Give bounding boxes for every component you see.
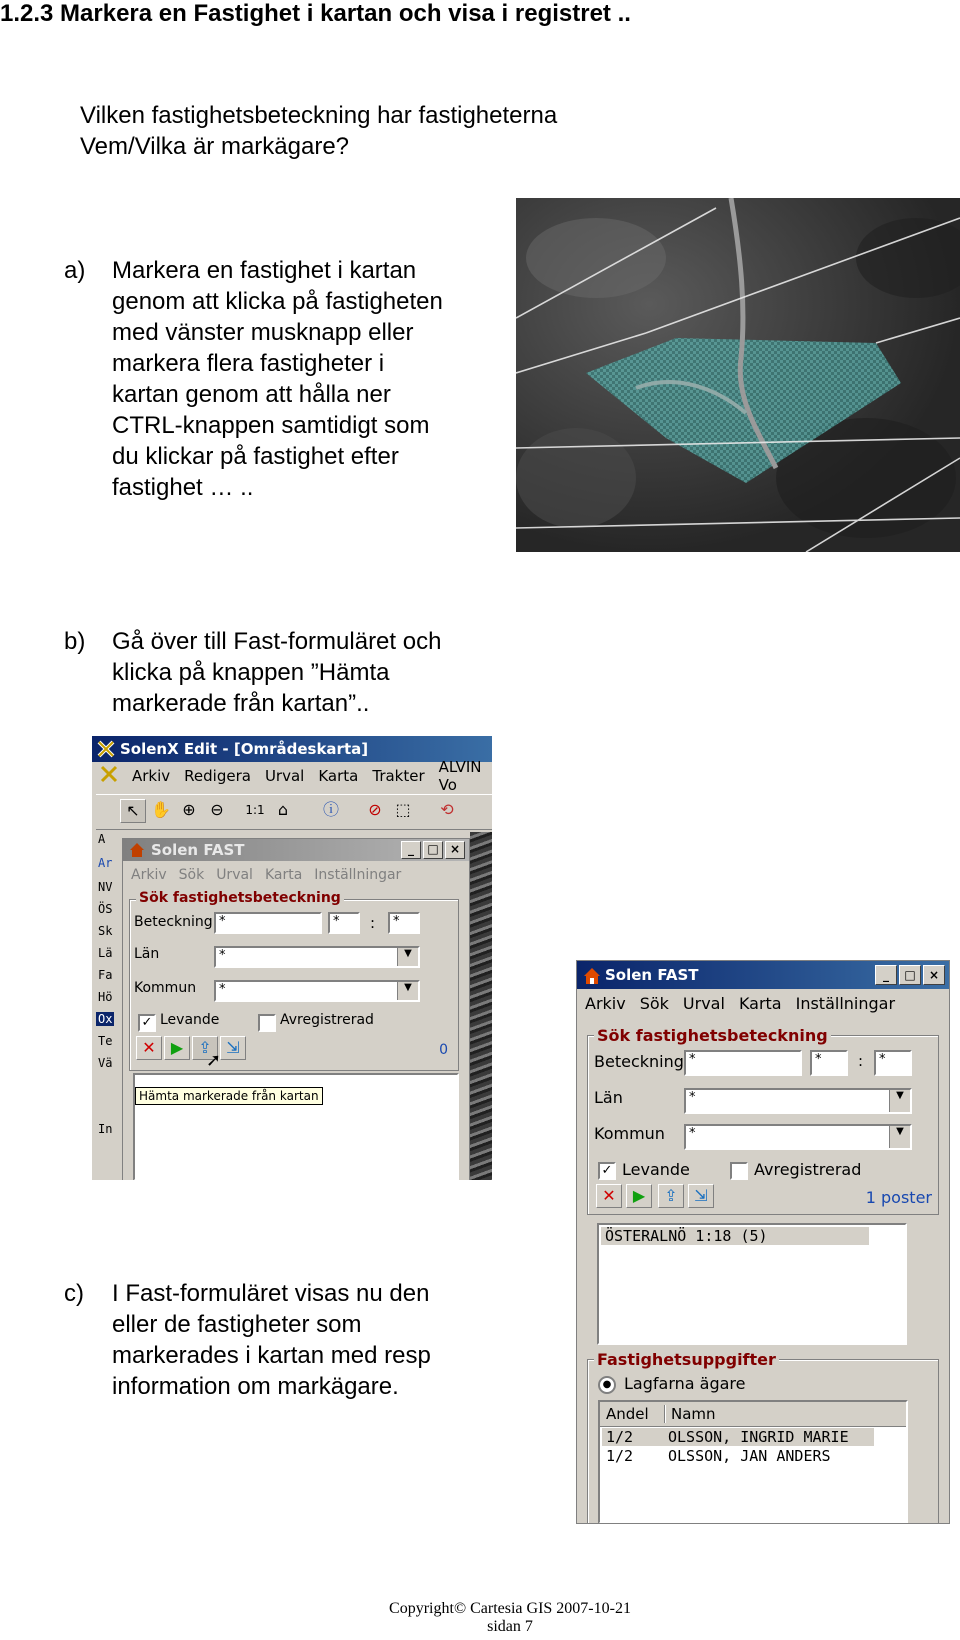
side-item[interactable]: In [98,1122,113,1136]
select-rect-icon[interactable]: ⬚ [395,800,411,819]
menu-karta[interactable]: Karta [318,767,359,785]
search-group-title: Sök fastighetsbeteckning [594,1026,831,1045]
minimize-button[interactable]: _ [875,965,897,985]
mouse-cursor-icon: ➚ [206,1050,222,1071]
step-label: a) [64,257,86,284]
step-text-line: markerades i kartan med resp [112,1342,431,1369]
side-item-selected[interactable]: Ox [98,1012,113,1026]
show-in-map-icon[interactable]: ⇲ [688,1184,714,1208]
solen-fast-window [576,960,950,1524]
step-text-line: eller de fastigheter som [112,1311,362,1338]
solenx-title-bar [92,736,492,762]
step-text-line: med vänster musknapp eller [112,319,414,346]
cell-andel: 1/2 [606,1447,634,1465]
side-item[interactable]: Fa [98,968,113,982]
result-count: 0 [439,1042,448,1058]
select-arrow-icon[interactable]: ↖ [120,799,146,823]
copyright: Copyright© Cartesia GIS 2007-10-21 [389,1600,631,1617]
owners-radio[interactable]: ● [598,1376,616,1394]
table-row[interactable] [602,1428,874,1446]
step-text-line: Markera en fastighet i kartan [112,257,417,284]
levande-label: Levande [622,1160,690,1179]
solenx-logo-icon [97,740,115,758]
page-number: sidan 7 [487,1618,533,1635]
solen-fast-titlebar [577,961,949,989]
levande-checkbox[interactable]: ✓ [598,1162,616,1180]
side-item[interactable]: NV [98,880,113,894]
side-item[interactable]: Ar [98,856,113,870]
solen-fast-small-title: Solen FAST [151,841,245,859]
solenx-edit-window [92,736,492,1180]
menu-sok[interactable]: Sök [639,993,669,1013]
beteckning-block-field[interactable]: * [810,1050,848,1076]
minimize-button[interactable]: _ [401,841,421,859]
step-b [64,626,504,726]
menu-alvin[interactable]: ALVIN Vo [438,758,482,794]
avregistrerad-label: Avregistrerad [280,1012,374,1028]
kommun-combo[interactable] [214,980,420,1002]
menu-arkiv[interactable]: Arkiv [585,993,626,1013]
table-row[interactable] [602,1447,904,1465]
beteckning-unit-field[interactable]: * [388,912,420,934]
solen-fast-menu [577,989,949,1017]
chevron-down-icon[interactable]: ▼ [397,982,418,1000]
beteckning-field[interactable]: * [684,1050,802,1076]
step-text-line: markerade från kartan”.. [112,690,370,717]
result-count: 1 poster [865,1188,932,1207]
map-strip [470,832,492,1180]
col-andel[interactable]: Andel [600,1405,665,1423]
chevron-down-icon[interactable]: ▼ [889,1126,910,1148]
side-item[interactable]: ÖS [98,902,113,916]
kommun-combo[interactable] [684,1124,912,1150]
lan-value: * [689,1090,696,1105]
step-text-line: CTRL-knappen samtidigt som [112,412,430,439]
refresh-icon[interactable]: ⟲ [440,800,454,819]
menu-arkiv[interactable]: Arkiv [131,867,167,883]
menu-urval[interactable]: Urval [216,867,253,883]
maximize-button[interactable]: □ [899,965,921,985]
details-group [587,1350,939,1524]
info-icon[interactable]: ⓘ [322,800,339,819]
beteckning-field[interactable]: * [214,912,322,934]
fetch-from-map-icon[interactable]: ⇪ [192,1036,218,1060]
step-text-line: Gå över till Fast-formuläret och [112,628,442,655]
step-text-line: I Fast-formuläret visas nu den [112,1280,430,1307]
step-text-line: fastighet … .. [112,474,254,501]
menu-karta[interactable]: Karta [264,867,303,883]
kommun-value: * [689,1126,696,1141]
menu-arkiv[interactable]: Arkiv [132,767,171,785]
step-text-line: klicka på knappen ”Hämta [112,659,390,686]
solenx-menu-bar [92,758,492,794]
lan-combo[interactable] [684,1088,912,1114]
clear-icon[interactable]: ✕ [596,1184,622,1208]
intro-line: Vem/Vilka är markägare? [80,133,350,160]
side-item[interactable]: Te [98,1034,113,1048]
avregistrerad-checkbox[interactable] [730,1162,748,1180]
lan-label: Län [594,1088,623,1107]
menu-urval[interactable]: Urval [682,993,725,1013]
close-button[interactable]: × [923,965,945,985]
levande-checkbox[interactable]: ✓ [138,1014,156,1032]
separator: : [858,1052,864,1070]
side-item[interactable]: Lä [98,946,113,960]
clear-icon[interactable]: ✕ [136,1036,162,1060]
kommun-value: * [219,982,226,997]
menu-sok[interactable]: Sök [178,867,205,883]
menu-installningar[interactable]: Inställningar [314,867,402,883]
cell-andel: 1/2 [606,1428,634,1446]
solen-fast-small-titlebar [123,839,469,861]
avregistrerad-checkbox[interactable] [258,1014,276,1032]
menu-urval[interactable]: Urval [264,767,305,785]
search-group [587,1026,939,1215]
step-text-line: markera flera fastigheter i [112,350,385,377]
solen-fast-small-window [122,838,470,1180]
solenx-toolbar [96,794,492,830]
menu-redigera[interactable]: Redigera [184,767,251,785]
search-play-icon[interactable]: ▶ [626,1184,652,1208]
menu-karta[interactable]: Karta [738,993,782,1013]
stop-icon[interactable]: ⊘ [368,800,382,819]
house-icon [582,966,600,984]
step-a [64,255,504,515]
step-label: b) [64,628,86,655]
beteckning-label: Beteckning [134,914,213,930]
tooltip: Hämta markerade från kartan [135,1087,323,1105]
scale-icon[interactable]: 1:1 [245,803,265,817]
solenx-menu-icon[interactable] [100,765,118,787]
solenx-title: SolenX Edit - [Områdeskarta] [120,740,369,758]
menu-installningar[interactable]: Inställningar [795,993,896,1013]
page-footer [300,1600,720,1636]
beteckning-block-field[interactable]: * [328,912,360,934]
chevron-down-icon[interactable]: ▼ [397,948,418,966]
beteckning-label: Beteckning [594,1052,684,1071]
cell-namn: OLSSON, INGRID MARIE [668,1428,849,1446]
step-text-line: du klickar på fastighet efter [112,443,399,470]
zoom-in-icon[interactable]: ⊕ [182,800,196,819]
result-list[interactable] [597,1223,907,1345]
search-play-icon[interactable]: ▶ [164,1036,190,1060]
step-label: c) [64,1280,84,1307]
solenx-side-list [96,832,120,1152]
lan-value: * [219,948,226,963]
avregistrerad-label: Avregistrerad [754,1160,862,1179]
home-icon[interactable]: ⌂ [277,800,289,819]
lan-label: Län [134,946,160,962]
solen-fast-title: Solen FAST [605,966,699,984]
close-button[interactable]: × [445,841,465,859]
cell-namn: OLSSON, JAN ANDERS [668,1447,831,1465]
aerial-map-photo [516,198,960,552]
kommun-label: Kommun [134,980,197,996]
owners-table[interactable] [598,1400,908,1524]
side-item[interactable]: Hö [98,990,113,1004]
intro-questions [80,100,557,162]
result-row[interactable]: ÖSTERALNÖ 1:18 (5) [601,1227,869,1245]
col-namn[interactable]: Namn [671,1405,716,1423]
details-group-title: Fastighetsuppgifter [594,1350,779,1369]
zoom-out-icon[interactable]: ⊖ [210,800,224,819]
owners-header [600,1402,906,1427]
side-item[interactable]: A [98,832,106,846]
side-item[interactable]: Vä [98,1056,113,1070]
step-text-line: kartan genom att hålla ner [112,381,391,408]
levande-label: Levande [160,1012,220,1028]
maximize-button[interactable]: □ [423,841,443,859]
owners-radio-label: Lagfarna ägare [624,1374,746,1393]
search-group-title: Sök fastighetsbeteckning [136,890,344,906]
search-group [129,890,459,1071]
menu-trakter[interactable]: Trakter [372,767,425,785]
house-icon [128,841,146,859]
solen-fast-small-menu [123,861,469,889]
step-text-line: genom att klicka på fastigheten [112,288,443,315]
chevron-down-icon[interactable]: ▼ [889,1090,910,1112]
pan-hand-icon[interactable]: ✋ [151,800,171,819]
step-c [64,1278,534,1408]
lan-combo[interactable] [214,946,420,968]
step-text-line: information om markägare. [112,1373,399,1400]
side-item[interactable]: Sk [98,924,113,938]
fetch-from-map-icon[interactable]: ⇪ [658,1184,684,1208]
separator: : [370,914,376,932]
intro-line: Vilken fastighetsbeteckning har fastigheterna [80,102,558,129]
beteckning-unit-field[interactable]: * [874,1050,912,1076]
section-heading: 1.2.3 Markera en Fastighet i kartan och visa i registret .. [0,0,631,27]
kommun-label: Kommun [594,1124,665,1143]
show-in-map-icon[interactable]: ⇲ [220,1036,246,1060]
